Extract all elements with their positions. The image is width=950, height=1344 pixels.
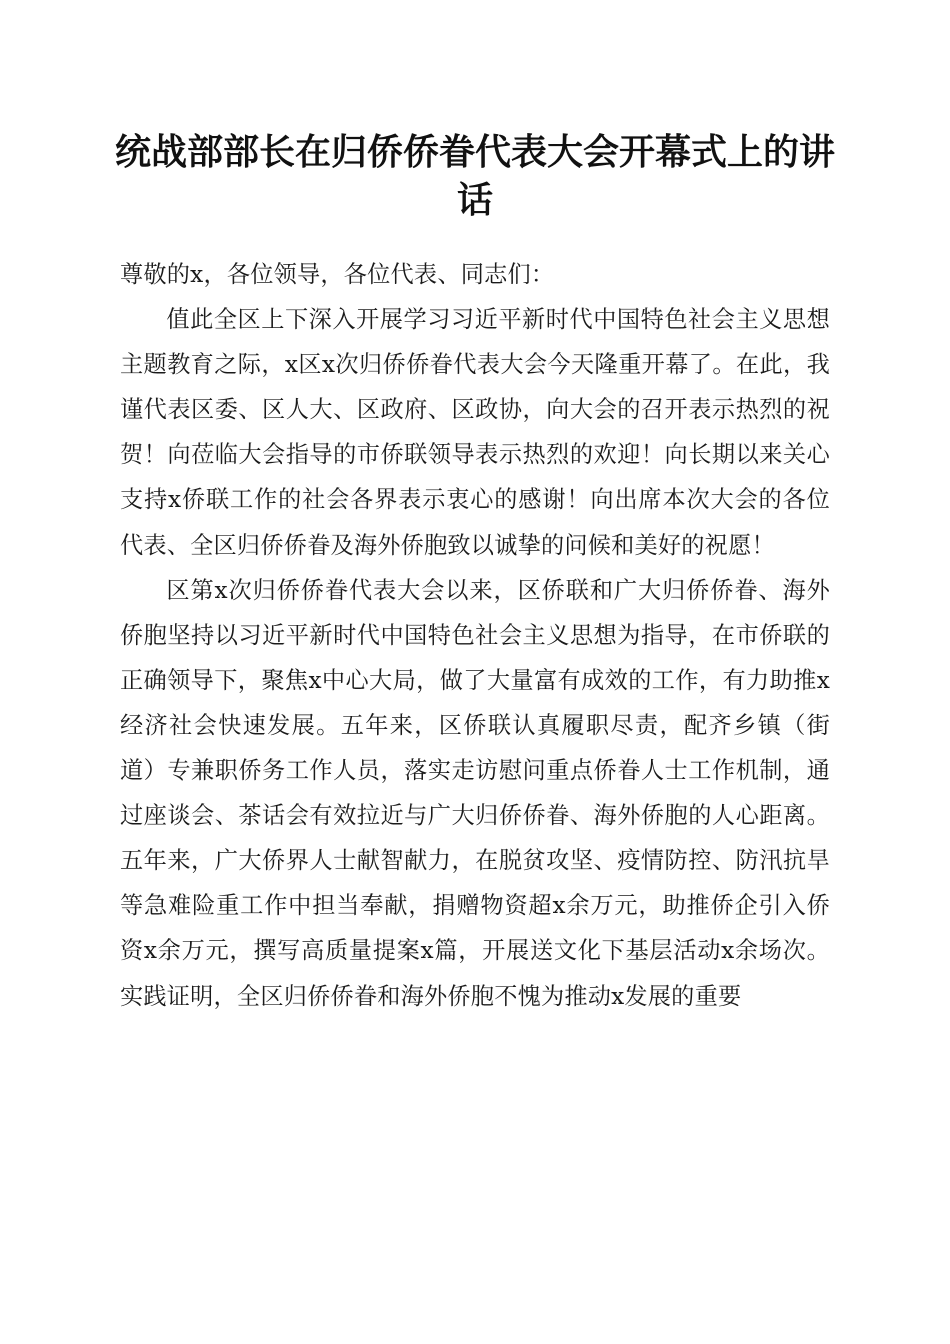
paragraph-2: 区第x次归侨侨眷代表大会以来，区侨联和广大归侨侨眷、海外侨胞坚持以习近平新时代中国特色社会主义思想为指导，在市侨联的正确领导下，聚焦x中心大局，做了大量富有成效的工作，有力助推x经济社会快速发展。五年来，区侨联认真履职尽责，配齐乡镇（街道）专兼职侨务工作人员，落实走访慰问重点侨眷人士工作机制，通过座谈会、茶话会有效拉近与广大归侨侨眷、海外侨胞的人心距离。五年来，广大侨界人士献智献力，在脱贫攻坚、疫情防控、防汛抗旱等急难险重工作中担当奉献，捐赠物资超x余万元，助推侨企引入侨资x余万元，撰写高质量提案x篇，开展送文化下基层活动x余场次。实践证明，全区归侨侨眷和海外侨胞不愧为推动x发展的重要 bbox=[120, 576, 830, 1010]
document-title: 统战部部长在归侨侨眷代表大会开幕式上的讲话 bbox=[114, 131, 835, 221]
paragraph-1: 值此全区上下深入开展学习习近平新时代中国特色社会主义思想主题教育之际，x区x次归侨侨眷代表大会今天隆重开幕了。在此，我谨代表区委、区人大、区政府、区政协，向大会的召开表示热烈的祝贺！向莅临大会指导的市侨联领导表示热烈的欢迎！向长期以来关心支持x侨联工作的社会各界表示衷心的感谢！向出席本次大会的各位代表、全区归侨侨眷及海外侨胞致以诚挚的问候和美好的祝愿！ bbox=[120, 306, 830, 559]
document-body bbox=[120, 252, 830, 1019]
salutation: 尊敬的x，各位领导，各位代表、同志们： bbox=[120, 261, 555, 288]
